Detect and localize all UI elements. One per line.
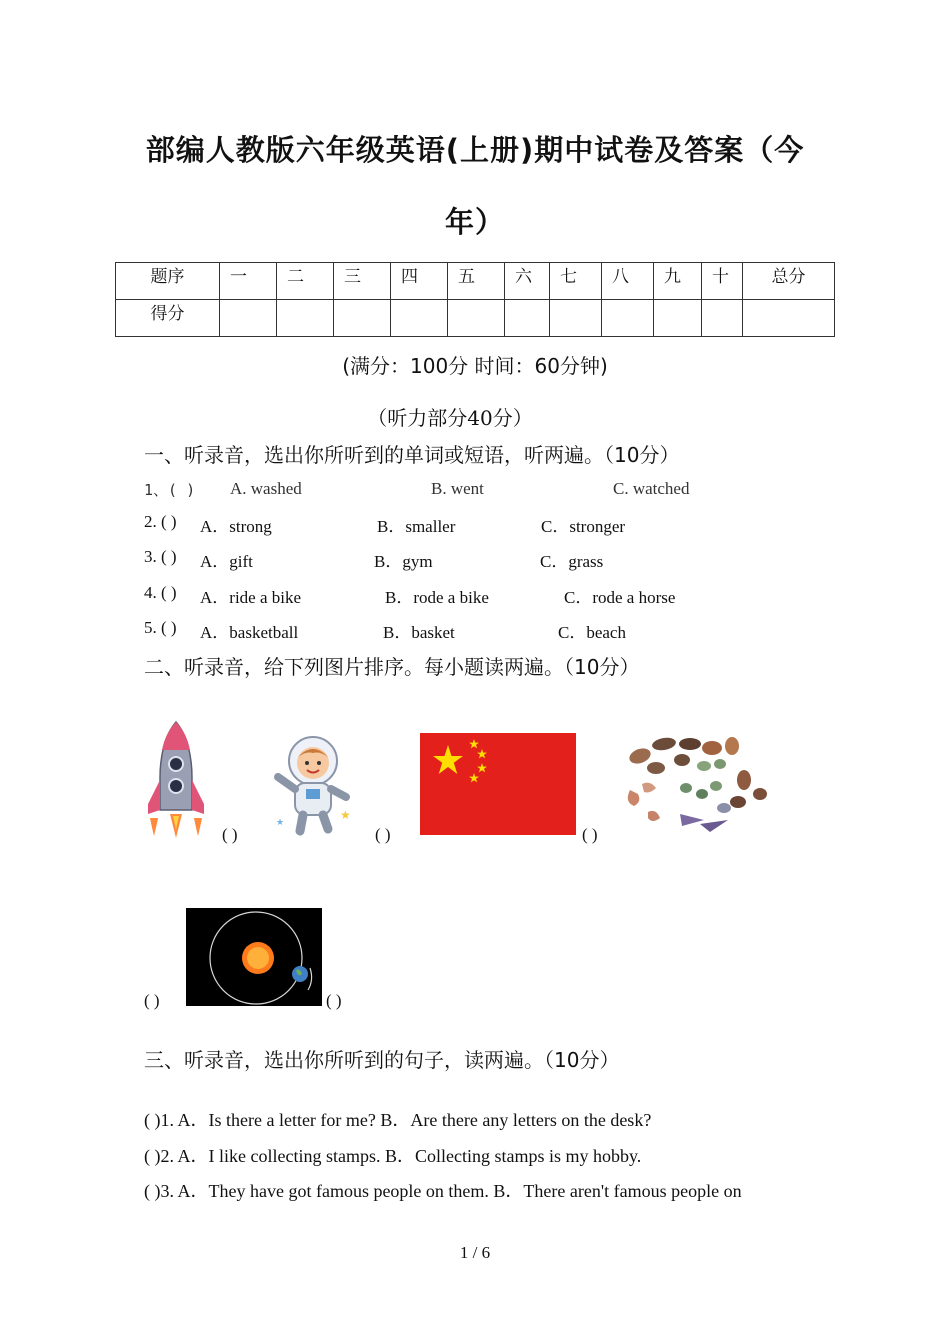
svg-text:★: ★ <box>340 808 351 822</box>
score-header-cell: 八 <box>602 263 654 300</box>
score-cell[interactable] <box>550 300 602 337</box>
score-header-cell: 总分 <box>743 263 835 300</box>
page-title-line-1: 部编人教版六年级英语(上册)期中试卷及答案（今 <box>145 133 805 167</box>
page-number: 1 / 6 <box>459 1243 491 1262</box>
score-header-cell: 一 <box>220 263 277 300</box>
question-1-num: 1、( ) <box>144 481 196 499</box>
astronaut-image <box>270 733 356 836</box>
sentence-question-1: ( )1. A．Is there a letter for me? B．Are there any letters on the desk? <box>144 1110 652 1130</box>
question-4-option-a: A．ride a bike <box>200 588 302 607</box>
china-flag-image <box>420 733 576 835</box>
score-header-cell: 五 <box>448 263 505 300</box>
question-2-option-c: C．stronger <box>541 517 626 536</box>
score-header-cell: 七 <box>550 263 602 300</box>
question-1-option-a: A. washed <box>230 479 302 498</box>
page-title-line-2: 年） <box>444 205 505 239</box>
score-cell[interactable] <box>448 300 505 337</box>
score-cell[interactable] <box>743 300 835 337</box>
question-2-option-a: A．strong <box>200 517 272 536</box>
question-5-num: 5. ( ) <box>144 618 177 637</box>
sentence-question-2: ( )2. A．I like collecting stamps. B．Collecting stamps is my hobby. <box>144 1146 642 1166</box>
exam-info: (满分：100分 时间：60分钟) <box>342 354 608 378</box>
question-4-option-c: C．rode a horse <box>564 588 676 607</box>
sentence-question-3: ( )3. A．They have got famous people on them. B．There aren't famous people on <box>144 1181 742 1201</box>
question-1-option-c: C. watched <box>613 479 690 498</box>
score-cell[interactable] <box>334 300 391 337</box>
score-cell[interactable] <box>277 300 334 337</box>
score-row-label: 得分 <box>116 300 220 337</box>
question-3-num: 3. ( ) <box>144 547 177 566</box>
score-header-cell: 十 <box>702 263 743 300</box>
question-2-num: 2. ( ) <box>144 512 177 531</box>
picture-blank-1[interactable]: ( ) <box>222 825 238 844</box>
score-header-cell: 二 <box>277 263 334 300</box>
question-5-option-c: C．beach <box>558 623 626 642</box>
question-3-option-a: A．gift <box>200 552 253 571</box>
score-cell[interactable] <box>391 300 448 337</box>
picture-blank-5[interactable]: ( ) <box>326 991 342 1010</box>
score-header-cell: 九 <box>654 263 702 300</box>
score-header-cell: 六 <box>505 263 550 300</box>
score-table-score-row <box>116 300 835 337</box>
rocket-image <box>140 718 212 840</box>
score-cell[interactable] <box>602 300 654 337</box>
score-cell[interactable] <box>654 300 702 337</box>
score-header-cell: 四 <box>391 263 448 300</box>
question-1-option-b: B. went <box>431 479 484 498</box>
question-3-option-c: C．grass <box>540 552 604 571</box>
question-5-option-a: A．basketball <box>200 623 299 642</box>
listening-header: （听力部分40分） <box>367 406 533 430</box>
section-1-heading: 一、听录音，选出你所听到的单词或短语，听两遍。（10分） <box>144 443 680 467</box>
picture-blank-4[interactable]: ( ) <box>144 991 160 1010</box>
question-4-option-b: B．rode a bike <box>385 588 489 607</box>
question-3-option-b: B．gym <box>374 552 433 571</box>
seeds-image <box>620 732 770 838</box>
question-4-num: 4. ( ) <box>144 583 177 602</box>
question-5-option-b: B．basket <box>383 623 455 642</box>
score-cell[interactable] <box>702 300 743 337</box>
score-cell[interactable] <box>220 300 277 337</box>
section-3-heading: 三、听录音，选出你所听到的句子，读两遍。（10分） <box>144 1048 620 1072</box>
section-2-heading: 二、听录音，给下列图片排序。每小题读两遍。（10分） <box>144 655 640 679</box>
solar-orbit-image <box>186 908 322 1006</box>
question-2-option-b: B．smaller <box>377 517 456 536</box>
score-header-cell: 题序 <box>116 263 220 300</box>
svg-text:★: ★ <box>276 818 285 828</box>
picture-blank-3[interactable]: ( ) <box>582 825 598 844</box>
score-header-cell: 三 <box>334 263 391 300</box>
score-cell[interactable] <box>505 300 550 337</box>
score-table-header-row <box>116 263 835 300</box>
score-table <box>115 262 835 337</box>
picture-blank-2[interactable]: ( ) <box>375 825 391 844</box>
